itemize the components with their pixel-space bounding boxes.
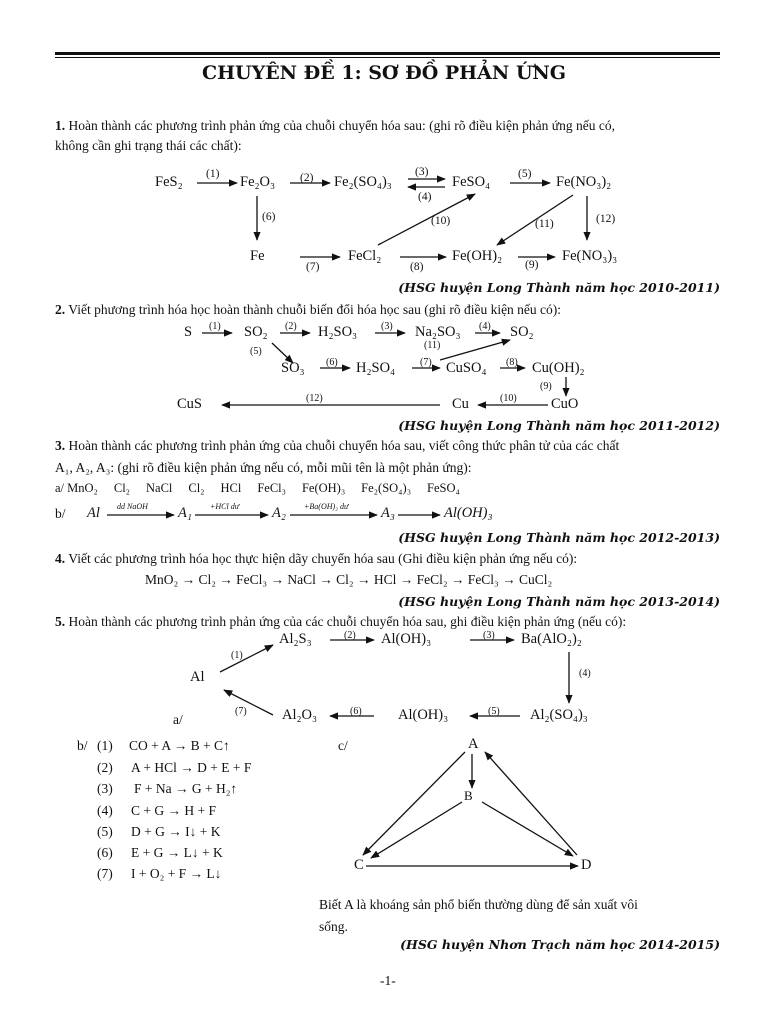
q2-label-5: (5): [250, 346, 262, 357]
q2-node-so2-b: SO₂: [510, 324, 534, 340]
q5b-eq-3: F + Na → G + H₂↑: [134, 781, 238, 796]
q2-node-so3: SO₃: [281, 360, 305, 376]
q1-node-fe2so43: Fe₂(SO₄)₃: [334, 174, 392, 190]
q5b-num-2: (2): [97, 760, 113, 775]
q5b-eq-2: A + HCl → D + E + F: [131, 760, 252, 775]
q2-label-10: (10): [500, 393, 517, 404]
q3-text: Hoàn thành các phương trình phản ứng của chuỗi chuyển hóa sau, viết công thức phân tử của các chất: [68, 438, 620, 453]
q2-label-1: (1): [209, 321, 221, 332]
q1-label-12: (12): [596, 213, 616, 225]
q1-label-9: (9): [525, 259, 539, 271]
q5a-label-1: (1): [231, 650, 243, 661]
q2-label-6: (6): [326, 357, 338, 368]
q5b-eq-7: I + O₂ + F → L↓: [131, 866, 222, 881]
q2-node-cuo: CuO: [551, 396, 579, 412]
q2-node-cus: CuS: [177, 396, 202, 412]
q5b-num-3: (3): [97, 781, 113, 796]
q1-label-7: (7): [306, 261, 320, 273]
q3-b-node-al: Al: [87, 505, 100, 521]
q4-number: 4.: [55, 551, 66, 566]
q5a-node-al: Al: [190, 669, 205, 685]
q5a-label-6: (6): [350, 706, 362, 717]
q1-node-feno33: Fe(NO₃)₃: [562, 248, 618, 264]
q5a-label-3: (3): [483, 630, 495, 641]
q1-text: Hoàn thành các phương trình phản ứng của chuỗi chuyển hóa sau: (ghi rõ điều kiện phản ứng nếu có,: [68, 118, 615, 133]
q2-node-cu: Cu: [452, 396, 469, 412]
q2-text-line: [55, 302, 561, 318]
q1-label-6: (6): [262, 211, 276, 223]
q2-label-8: (8): [506, 357, 518, 368]
q1-number: 1.: [55, 118, 66, 133]
q5a-node-aloh3-bottom: Al(OH)₃: [398, 707, 449, 723]
q5a-node-baalo22: Ba(AlO₂)₂: [521, 631, 582, 647]
q5b-num-7: (7): [97, 866, 113, 881]
q2-node-na2so3: Na₂SO₃: [415, 324, 461, 340]
q5-number: 5.: [55, 614, 66, 629]
q2-text: Viết phương trình hóa học hoàn thành chuỗi biến đổi hóa học sau (ghi rõ điều kiện nếu có):: [68, 302, 562, 317]
q1-label-2: (2): [300, 172, 314, 184]
q5a-label-4: (4): [579, 668, 591, 679]
q2-node-h2so3: H₂SO₃: [318, 324, 358, 340]
q5b-num-5: (5): [97, 824, 113, 839]
q4-text: Viết các phương trình hóa học thực hiện dãy chuyển hóa sau (Ghi điều kiện phản ứng nếu có):: [68, 551, 578, 566]
q4-source: (HSG huyện Long Thành năm học 2013-2014): [398, 594, 720, 609]
q2-node-s: S: [184, 324, 193, 340]
q5b-eq-5: D + G → I↓ + K: [131, 824, 221, 839]
q1-node-fecl2: FeCl₂: [348, 248, 382, 264]
q5b-eq-1: CO + A → B + C↑: [129, 738, 230, 753]
q5-text: Hoàn thành các phương trình phản ứng của các chuỗi chuyển hóa sau, ghi điều kiện phản ứng (nếu có):: [68, 614, 627, 629]
q5b-mark: b/: [77, 738, 88, 753]
q1-label-4: (4): [418, 191, 432, 203]
q1-node-fes2: FeS₂: [155, 174, 183, 190]
q2-node-cuso4: CuSO₄: [446, 360, 487, 376]
q1-text-line2: không cần ghi trạng thái các chất):: [55, 138, 242, 153]
q1-node-feno32: Fe(NO₃)₂: [556, 174, 612, 190]
q2-source: (HSG huyện Long Thành năm học 2011-2012): [398, 418, 720, 433]
q3-b-node-a1: A₁: [178, 505, 192, 521]
q3-text-line2: A₁, A₂, A₃: (ghi rõ điều kiện phản ứng nếu có, mỗi mũi tên là một phản ứng):: [55, 460, 472, 475]
q5-note-line1: Biết A là khoáng sản phổ biến thường dùng để sản xuất vôi: [319, 897, 638, 912]
q1-label-1: (1): [206, 168, 220, 180]
q2-label-9: (9): [540, 381, 552, 392]
q3-b-node-aloh3: Al(OH)₃: [444, 505, 493, 521]
q5c-node-c: C: [354, 857, 364, 873]
q5a-node-al2so43: Al₂(SO₄)₃: [530, 707, 588, 723]
q4-chain: MnO₂ → Cl₂ → FeCl₃ → NaCl → Cl₂ → HCl → FeCl₂ → FeCl₃ → CuCl₂: [145, 572, 553, 587]
q1-label-10: (10): [431, 215, 451, 227]
q2-label-11: (11): [424, 340, 441, 351]
q2-node-h2so4: H₂SO₄: [356, 360, 396, 376]
q5b-num-4: (4): [97, 803, 113, 818]
q5b-num-1: (1): [97, 738, 113, 753]
q2-label-3: (3): [381, 321, 393, 332]
q3-b-cond-2: +HCl dư: [210, 502, 240, 511]
q5a-mark: a/: [173, 712, 183, 727]
q5a-label-7: (7): [235, 706, 247, 717]
q3-b-cond-3: +Ba(OH)₂ dư: [304, 502, 349, 511]
q5a-label-5: (5): [488, 706, 500, 717]
q5-note-line2: sống.: [319, 919, 348, 934]
q5b-eq-6: E + G → L↓ + K: [131, 845, 223, 860]
q5b-num-6: (6): [97, 845, 113, 860]
q5b-eq-4: C + G → H + F: [131, 803, 216, 818]
q5a-node-al2o3: Al₂O₃: [282, 707, 318, 723]
q3-b-mark: b/: [55, 506, 66, 521]
q5a-label-2: (2): [344, 630, 356, 641]
q3-b-node-a3: A₃: [381, 505, 395, 521]
q5a-node-aloh3-top: Al(OH)₃: [381, 631, 432, 647]
q5-source: (HSG huyện Nhơn Trạch năm học 2014-2015): [400, 937, 720, 952]
q3-a-chain: a/ MnO₂ ⃞ Cl₂ ⃞ NaCl ⃞ Cl₂ ⃞ HCl ⃞ FeCl₃ ⃞ Fe(OH)₃ ⃞ Fe₂(SO₄)₃ ⃞ FeSO₄: [55, 481, 460, 495]
q2-label-4: (4): [479, 321, 491, 332]
q5c-node-b: B: [464, 788, 473, 803]
q5a-node-al2s3: Al₂S₃: [279, 631, 312, 647]
q2-label-7: (7): [420, 357, 432, 368]
q2-label-2: (2): [285, 321, 297, 332]
q1-node-fe: Fe: [250, 248, 265, 264]
page-title: CHUYÊN ĐỀ 1: SƠ ĐỒ PHẢN ỨNG: [201, 62, 566, 84]
q5c-mark: c/: [338, 738, 348, 753]
q3-text-line1: [55, 438, 619, 454]
q2-label-12: (12): [306, 393, 323, 404]
q1-label-3: (3): [415, 166, 429, 178]
q2-node-so2-a: SO₂: [244, 324, 268, 340]
q5c-node-a: A: [468, 736, 479, 752]
q5-text-line: [55, 614, 626, 630]
page-number: -1-: [380, 973, 396, 988]
q3-number: 3.: [55, 438, 66, 453]
q1-label-5: (5): [518, 168, 532, 180]
q1-label-8: (8): [410, 261, 424, 273]
q1-text-line1: [55, 118, 615, 134]
q2-node-cuoh2: Cu(OH)₂: [532, 360, 585, 376]
q2-number: 2.: [55, 302, 66, 317]
q3-b-node-a2: A₂: [272, 505, 286, 521]
q1-source: (HSG huyện Long Thành năm học 2010-2011): [398, 280, 720, 295]
q3-source: (HSG huyện Long Thành năm học 2012-2013): [398, 530, 720, 545]
q3-b-cond-1: dd NaOH: [117, 502, 148, 511]
q1-node-feso4: FeSO₄: [452, 174, 491, 190]
q1-node-fe2o3: Fe₂O₃: [240, 174, 276, 190]
q4-text-line: [55, 551, 577, 567]
q1-label-11: (11): [535, 218, 554, 230]
q5c-node-d: D: [581, 857, 592, 873]
q1-node-feoh2: Fe(OH)₂: [452, 248, 503, 264]
